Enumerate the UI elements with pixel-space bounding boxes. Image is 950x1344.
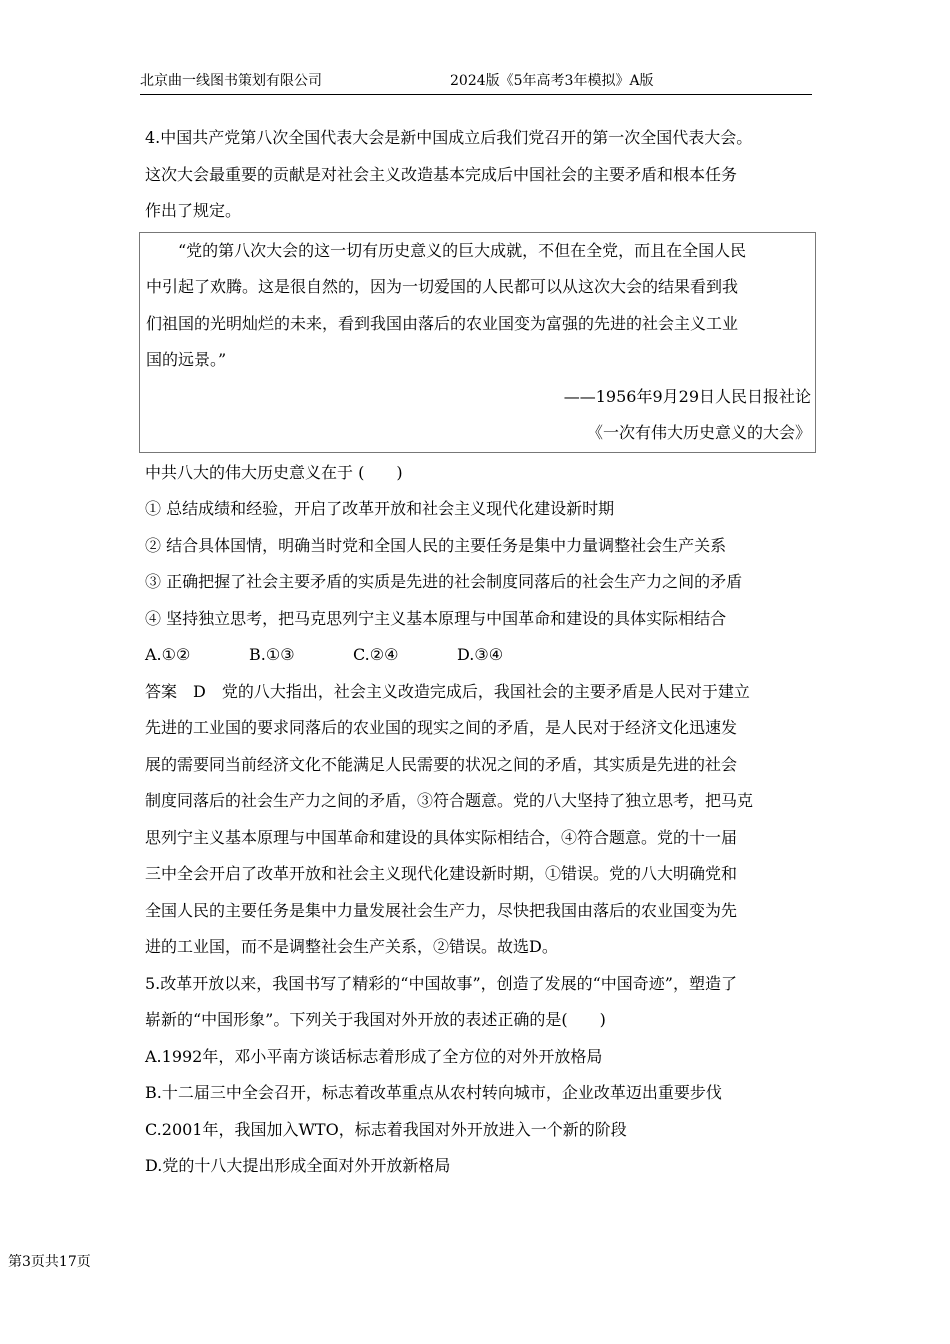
q5-option: A.1992年，邓小平南方谈话标志着形成了全方位的对外开放格局 xyxy=(145,1046,603,1066)
q4-option-a: A.①② xyxy=(145,645,191,664)
q4-statement: ② 结合具体国情，明确当时党和全国人民的主要任务是集中力量调整社会生产关系 xyxy=(145,535,727,555)
quote-box xyxy=(139,232,816,453)
book-title: 2024版《5年高考3年模拟》A版 xyxy=(450,73,654,89)
q4-option-d: D.③④ xyxy=(457,645,504,664)
quote-line: 们祖国的光明灿烂的未来，看到我国由落后的农业国变为富强的先进的社会主义工业 xyxy=(146,313,739,333)
q4-stem-line: 4.中国共产党第八次全国代表大会是新中国成立后我们党召开的第一次全国代表大会。 xyxy=(145,128,753,147)
q5-option: B.十二届三中全会召开，标志着改革重点从农村转向城市，企业改革迈出重要步伐 xyxy=(145,1083,722,1102)
q4-stem-line: 作出了规定。 xyxy=(145,201,242,220)
q4-stem-line: 这次大会最重要的贡献是对社会主义改造基本完成后中国社会的主要矛盾和根本任务 xyxy=(145,164,738,184)
q4-answer-line: 展的需要同当前经济文化不能满足人民需要的状况之间的矛盾，其实质是先进的社会 xyxy=(145,754,738,774)
q4-answer-line: 先进的工业国的要求同落后的农业国的现实之间的矛盾，是人民对于经济文化迅速发 xyxy=(145,718,738,737)
quote-source: 《一次有伟大历史意义的大会》 xyxy=(586,423,811,442)
q4-answer-line: 全国人民的主要任务是集中力量发展社会生产力，尽快把我国由落后的农业国变为先 xyxy=(145,900,738,920)
quote-line: “党的第八次大会的这一切有历史意义的巨大成就，不但在全党，而且在全国人民 xyxy=(178,240,747,260)
q4-statement: ① 总结成绩和经验，开启了改革开放和社会主义现代化建设新时期 xyxy=(145,499,615,518)
q4-options xyxy=(145,637,810,674)
quote-line: 中引起了欢腾。这是很自然的，因为一切爱国的人民都可以从这次大会的结果看到我 xyxy=(146,277,739,296)
page-number: 第3页共17页 xyxy=(8,1254,91,1270)
q5-option: D.党的十八大提出形成全面对外开放新格局 xyxy=(145,1156,451,1175)
q4-answer-line: 思列宁主义基本原理与中国革命和建设的具体实际相结合，④符合题意。党的十一届 xyxy=(145,827,738,847)
q5-stem-line: 崭新的“中国形象”。下列关于我国对外开放的表述正确的是( ) xyxy=(145,1010,606,1029)
quote-source: ——1956年9月29日人民日报社论 xyxy=(563,386,811,406)
q4-answer-line: 进的工业国，而不是调整社会生产关系，②错误。故选D。 xyxy=(145,937,558,956)
q5-option: C.2001年，我国加入WTO，标志着我国对外开放进入一个新的阶段 xyxy=(145,1119,627,1139)
page-content xyxy=(145,120,810,1185)
q4-statement: ③ 正确把握了社会主要矛盾的实质是先进的社会制度同落后的社会生产力之间的矛盾 xyxy=(145,572,743,591)
q4-answer-line: 制度同落后的社会生产力之间的矛盾，③符合题意。党的八大坚持了独立思考，把马克 xyxy=(145,791,754,810)
question-4 xyxy=(145,120,810,966)
q5-stem-line: 5.改革开放以来，我国书写了精彩的“中国故事”，创造了发展的“中国奇迹”，塑造了 xyxy=(145,973,737,993)
quote-line: 国的远景。” xyxy=(146,350,227,369)
page-header xyxy=(140,70,812,95)
q4-answer-line: 答案 D 党的八大指出，社会主义改造完成后，我国社会的主要矛盾是人民对于建立 xyxy=(145,681,750,701)
question-5 xyxy=(145,966,810,1185)
q4-answer-line: 三中全会开启了改革开放和社会主义现代化建设新时期，①错误。党的八大明确党和 xyxy=(145,864,738,883)
q4-question: 中共八大的伟大历史意义在于 ( ) xyxy=(145,462,403,482)
publisher-name: 北京曲一线图书策划有限公司 xyxy=(140,73,322,89)
q4-option-c: C.②④ xyxy=(353,645,399,664)
q4-option-b: B.①③ xyxy=(249,645,295,664)
q4-statement: ④ 坚持独立思考，把马克思列宁主义基本原理与中国革命和建设的具体实际相结合 xyxy=(145,608,727,628)
page-footer xyxy=(8,1252,91,1272)
